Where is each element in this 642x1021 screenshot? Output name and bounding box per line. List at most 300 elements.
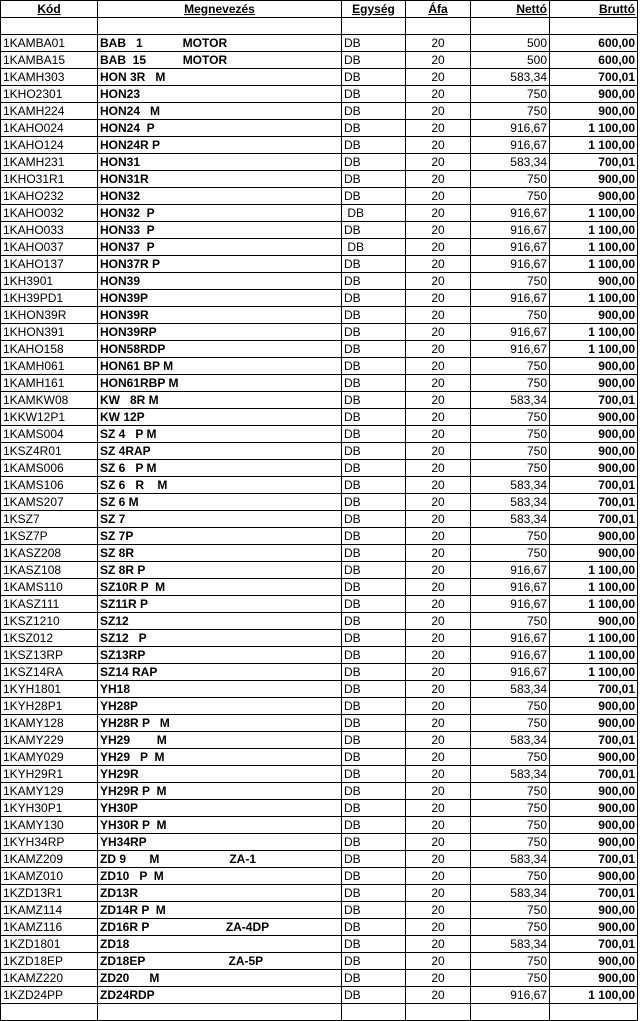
cell-netto: 916,67 (471, 630, 550, 647)
cell-kod: 1KSZ4R01 (1, 443, 98, 460)
cell-afa: 20 (406, 205, 471, 222)
cell-egyseg: DB (342, 766, 406, 783)
cell-afa: 20 (406, 698, 471, 715)
table-row (1, 409, 638, 426)
table-row (1, 732, 638, 749)
cell-name: HON33 P (98, 222, 342, 239)
cell-egyseg: DB (342, 732, 406, 749)
cell-kod: 1KAHO032 (1, 205, 98, 222)
cell-netto: 750 (471, 171, 550, 188)
table-row (1, 120, 638, 137)
cell-egyseg: DB (342, 664, 406, 681)
cell-brutto: 900,00 (550, 902, 638, 919)
table-row (1, 579, 638, 596)
header-row (1, 1, 638, 18)
table-row (1, 188, 638, 205)
cell-afa: 20 (406, 494, 471, 511)
cell-kod: 1KAMH231 (1, 154, 98, 171)
header-netto: Nettó (471, 1, 550, 18)
cell-afa: 20 (406, 919, 471, 936)
cell-kod: 1KAMZ114 (1, 902, 98, 919)
empty-cell (406, 1004, 471, 1021)
empty-row-bottom (1, 1004, 638, 1021)
header-kod: Kód (1, 1, 98, 18)
cell-netto: 916,67 (471, 647, 550, 664)
cell-afa: 20 (406, 392, 471, 409)
cell-brutto: 900,00 (550, 613, 638, 630)
cell-kod: 1KAHO137 (1, 256, 98, 273)
cell-afa: 20 (406, 783, 471, 800)
table-row (1, 392, 638, 409)
cell-afa: 20 (406, 715, 471, 732)
cell-kod: 1KAHO024 (1, 120, 98, 137)
cell-name: HON32 (98, 188, 342, 205)
table-row (1, 256, 638, 273)
cell-afa: 20 (406, 137, 471, 154)
cell-brutto: 1 100,00 (550, 664, 638, 681)
cell-kod: 1KYH1801 (1, 681, 98, 698)
cell-afa: 20 (406, 970, 471, 987)
cell-kod: 1KAMY128 (1, 715, 98, 732)
cell-name: HON23 (98, 86, 342, 103)
cell-afa: 20 (406, 120, 471, 137)
cell-kod: 1KHO2301 (1, 86, 98, 103)
cell-brutto: 900,00 (550, 715, 638, 732)
cell-netto: 583,34 (471, 494, 550, 511)
cell-afa: 20 (406, 868, 471, 885)
cell-netto: 583,34 (471, 885, 550, 902)
cell-kod: 1KZD24PP (1, 987, 98, 1004)
cell-name: YH30R P M (98, 817, 342, 834)
cell-name: SZ11R P (98, 596, 342, 613)
cell-netto: 916,67 (471, 222, 550, 239)
cell-netto: 750 (471, 817, 550, 834)
cell-afa: 20 (406, 987, 471, 1004)
cell-netto: 750 (471, 426, 550, 443)
table-row (1, 562, 638, 579)
table-row (1, 919, 638, 936)
cell-afa: 20 (406, 613, 471, 630)
cell-netto: 750 (471, 409, 550, 426)
table-row (1, 290, 638, 307)
cell-netto: 916,67 (471, 239, 550, 256)
cell-afa: 20 (406, 103, 471, 120)
cell-netto: 583,34 (471, 392, 550, 409)
cell-egyseg: DB (342, 800, 406, 817)
cell-netto: 750 (471, 273, 550, 290)
cell-egyseg: DB (342, 392, 406, 409)
cell-brutto: 900,00 (550, 358, 638, 375)
empty-cell (406, 18, 471, 35)
cell-name: SZ10R P M (98, 579, 342, 596)
cell-netto: 583,34 (471, 154, 550, 171)
table-row (1, 358, 638, 375)
cell-name: ZD24RDP (98, 987, 342, 1004)
cell-afa: 20 (406, 324, 471, 341)
table-row (1, 545, 638, 562)
cell-brutto: 900,00 (550, 528, 638, 545)
cell-brutto: 900,00 (550, 868, 638, 885)
cell-brutto: 1 100,00 (550, 341, 638, 358)
cell-brutto: 900,00 (550, 545, 638, 562)
cell-brutto: 900,00 (550, 443, 638, 460)
cell-afa: 20 (406, 86, 471, 103)
cell-kod: 1KH3901 (1, 273, 98, 290)
cell-afa: 20 (406, 358, 471, 375)
cell-afa: 20 (406, 630, 471, 647)
table-row (1, 970, 638, 987)
table-row (1, 766, 638, 783)
cell-brutto: 600,00 (550, 35, 638, 52)
cell-kod: 1KAHO124 (1, 137, 98, 154)
cell-kod: 1KHON391 (1, 324, 98, 341)
cell-name: HON32 P (98, 205, 342, 222)
cell-name: YH18 (98, 681, 342, 698)
cell-egyseg: DB (342, 188, 406, 205)
cell-egyseg: DB (342, 426, 406, 443)
cell-egyseg: DB (342, 851, 406, 868)
cell-netto: 583,34 (471, 732, 550, 749)
cell-egyseg: DB (342, 613, 406, 630)
cell-netto: 750 (471, 86, 550, 103)
header-brutto: Bruttó (550, 1, 638, 18)
cell-kod: 1KASZ208 (1, 545, 98, 562)
cell-brutto: 700,01 (550, 732, 638, 749)
cell-netto: 750 (471, 443, 550, 460)
cell-name: ZD16R P ZA-4DP (98, 919, 342, 936)
cell-brutto: 700,01 (550, 154, 638, 171)
cell-brutto: 1 100,00 (550, 987, 638, 1004)
cell-netto: 583,34 (471, 69, 550, 86)
table-row (1, 239, 638, 256)
cell-netto: 916,67 (471, 987, 550, 1004)
table-row (1, 664, 638, 681)
cell-egyseg: DB (342, 69, 406, 86)
cell-kod: 1KAHO158 (1, 341, 98, 358)
cell-netto: 750 (471, 970, 550, 987)
cell-brutto: 700,01 (550, 69, 638, 86)
table-row (1, 222, 638, 239)
cell-afa: 20 (406, 732, 471, 749)
cell-afa: 20 (406, 171, 471, 188)
cell-egyseg: DB (342, 341, 406, 358)
cell-netto: 916,67 (471, 324, 550, 341)
cell-netto: 916,67 (471, 290, 550, 307)
cell-netto: 583,34 (471, 477, 550, 494)
table-row (1, 630, 638, 647)
cell-netto: 916,67 (471, 256, 550, 273)
cell-name: SZ 4 P M (98, 426, 342, 443)
cell-brutto: 900,00 (550, 426, 638, 443)
cell-egyseg: DB (342, 256, 406, 273)
empty-cell (550, 1004, 638, 1021)
cell-afa: 20 (406, 936, 471, 953)
cell-netto: 750 (471, 698, 550, 715)
empty-cell (1, 18, 98, 35)
cell-kod: 1KSZ1210 (1, 613, 98, 630)
cell-name: YH28P (98, 698, 342, 715)
cell-egyseg: DB (342, 86, 406, 103)
empty-cell (98, 18, 342, 35)
table-row (1, 698, 638, 715)
cell-kod: 1KSZ13RP (1, 647, 98, 664)
cell-brutto: 1 100,00 (550, 290, 638, 307)
cell-kod: 1KAMKW08 (1, 392, 98, 409)
empty-row-top (1, 18, 638, 35)
cell-name: ZD10 P M (98, 868, 342, 885)
cell-afa: 20 (406, 528, 471, 545)
cell-name: YH29 M (98, 732, 342, 749)
empty-cell (471, 18, 550, 35)
cell-brutto: 900,00 (550, 817, 638, 834)
cell-afa: 20 (406, 69, 471, 86)
cell-brutto: 700,01 (550, 766, 638, 783)
cell-egyseg: DB (342, 902, 406, 919)
table-row (1, 528, 638, 545)
cell-afa: 20 (406, 409, 471, 426)
cell-name: HON39RP (98, 324, 342, 341)
cell-name: SZ12 (98, 613, 342, 630)
cell-egyseg: DB (342, 154, 406, 171)
cell-name: HON24 M (98, 103, 342, 120)
cell-name: SZ 6 R M (98, 477, 342, 494)
table-row (1, 647, 638, 664)
cell-brutto: 700,01 (550, 477, 638, 494)
cell-kod: 1KAMS004 (1, 426, 98, 443)
cell-name: HON24 P (98, 120, 342, 137)
table-row (1, 834, 638, 851)
cell-brutto: 900,00 (550, 273, 638, 290)
cell-egyseg: DB (342, 375, 406, 392)
cell-kod: 1KAMBA01 (1, 35, 98, 52)
cell-egyseg: DB (342, 171, 406, 188)
table-row (1, 171, 638, 188)
table-row (1, 137, 638, 154)
cell-brutto: 700,01 (550, 494, 638, 511)
cell-name: SZ 6 M (98, 494, 342, 511)
table-row (1, 460, 638, 477)
cell-egyseg: DB (342, 953, 406, 970)
cell-netto: 750 (471, 188, 550, 205)
cell-name: HON61 BP M (98, 358, 342, 375)
cell-kod: 1KAMH161 (1, 375, 98, 392)
cell-name: HON39P (98, 290, 342, 307)
cell-name: SZ 7 (98, 511, 342, 528)
cell-egyseg: DB (342, 273, 406, 290)
cell-egyseg: DB (342, 749, 406, 766)
table-row (1, 35, 638, 52)
empty-cell (550, 18, 638, 35)
cell-netto: 750 (471, 953, 550, 970)
cell-name: HON37R P (98, 256, 342, 273)
empty-cell (471, 1004, 550, 1021)
cell-kod: 1KAMBA15 (1, 52, 98, 69)
cell-egyseg: DB (342, 545, 406, 562)
cell-afa: 20 (406, 953, 471, 970)
cell-egyseg: DB (342, 52, 406, 69)
cell-netto: 750 (471, 868, 550, 885)
cell-egyseg: DB (342, 834, 406, 851)
cell-name: YH29R P M (98, 783, 342, 800)
cell-kod: 1KAMZ010 (1, 868, 98, 885)
table-row (1, 341, 638, 358)
cell-kod: 1KKW12P1 (1, 409, 98, 426)
cell-brutto: 1 100,00 (550, 579, 638, 596)
cell-egyseg: DB (342, 443, 406, 460)
table-row (1, 749, 638, 766)
cell-afa: 20 (406, 545, 471, 562)
cell-kod: 1KASZ108 (1, 562, 98, 579)
cell-egyseg: DB (342, 562, 406, 579)
cell-kod: 1KHO31R1 (1, 171, 98, 188)
cell-kod: 1KAMY129 (1, 783, 98, 800)
cell-netto: 750 (471, 834, 550, 851)
cell-netto: 750 (471, 307, 550, 324)
cell-brutto: 1 100,00 (550, 205, 638, 222)
cell-kod: 1KYH30P1 (1, 800, 98, 817)
cell-egyseg: DB (342, 715, 406, 732)
cell-kod: 1KASZ111 (1, 596, 98, 613)
cell-name: SZ 8R (98, 545, 342, 562)
empty-cell (342, 18, 406, 35)
cell-name: SZ13RP (98, 647, 342, 664)
cell-brutto: 900,00 (550, 171, 638, 188)
cell-name: YH29R (98, 766, 342, 783)
header-name: Megnevezés (98, 1, 342, 18)
table-row (1, 324, 638, 341)
cell-egyseg: DB (342, 987, 406, 1004)
cell-brutto: 900,00 (550, 409, 638, 426)
cell-brutto: 700,01 (550, 392, 638, 409)
empty-cell (1, 1004, 98, 1021)
cell-name: ZD20 M (98, 970, 342, 987)
cell-brutto: 700,01 (550, 511, 638, 528)
cell-brutto: 1 100,00 (550, 120, 638, 137)
cell-afa: 20 (406, 477, 471, 494)
cell-netto: 500 (471, 52, 550, 69)
cell-brutto: 900,00 (550, 749, 638, 766)
cell-egyseg: DB (342, 290, 406, 307)
header-afa: Áfa (406, 1, 471, 18)
cell-netto: 750 (471, 545, 550, 562)
cell-kod: 1KAMY130 (1, 817, 98, 834)
cell-kod: 1KAMS207 (1, 494, 98, 511)
cell-name: BAB 15 MOTOR (98, 52, 342, 69)
cell-kod: 1KZD18EP (1, 953, 98, 970)
cell-egyseg: DB (342, 596, 406, 613)
cell-name: BAB 1 MOTOR (98, 35, 342, 52)
table-row (1, 307, 638, 324)
cell-egyseg: DB (342, 205, 406, 222)
cell-egyseg: DB (342, 817, 406, 834)
cell-brutto: 700,01 (550, 681, 638, 698)
cell-netto: 916,67 (471, 664, 550, 681)
table-row (1, 596, 638, 613)
cell-egyseg: DB (342, 579, 406, 596)
cell-egyseg: DB (342, 358, 406, 375)
cell-name: HON37 P (98, 239, 342, 256)
cell-netto: 750 (471, 783, 550, 800)
cell-name: YH30P (98, 800, 342, 817)
cell-brutto: 900,00 (550, 307, 638, 324)
cell-brutto: 900,00 (550, 375, 638, 392)
cell-afa: 20 (406, 239, 471, 256)
cell-afa: 20 (406, 511, 471, 528)
cell-netto: 750 (471, 460, 550, 477)
cell-egyseg: DB (342, 698, 406, 715)
cell-brutto: 900,00 (550, 188, 638, 205)
table-row (1, 953, 638, 970)
cell-egyseg: DB (342, 324, 406, 341)
cell-brutto: 900,00 (550, 800, 638, 817)
cell-brutto: 900,00 (550, 919, 638, 936)
cell-netto: 583,34 (471, 936, 550, 953)
cell-brutto: 1 100,00 (550, 562, 638, 579)
cell-netto: 750 (471, 103, 550, 120)
cell-brutto: 1 100,00 (550, 596, 638, 613)
table-row (1, 987, 638, 1004)
cell-name: ZD14R P M (98, 902, 342, 919)
cell-egyseg: DB (342, 477, 406, 494)
cell-kod: 1KAMH061 (1, 358, 98, 375)
cell-name: HON24R P (98, 137, 342, 154)
cell-afa: 20 (406, 562, 471, 579)
cell-kod: 1KAMY229 (1, 732, 98, 749)
cell-netto: 500 (471, 35, 550, 52)
cell-egyseg: DB (342, 120, 406, 137)
cell-name: KW 12P (98, 409, 342, 426)
cell-netto: 916,67 (471, 120, 550, 137)
cell-kod: 1KAMZ116 (1, 919, 98, 936)
cell-name: SZ14 RAP (98, 664, 342, 681)
cell-name: SZ 6 P M (98, 460, 342, 477)
cell-afa: 20 (406, 647, 471, 664)
cell-brutto: 900,00 (550, 953, 638, 970)
cell-egyseg: DB (342, 307, 406, 324)
cell-kod: 1KSZ7P (1, 528, 98, 545)
cell-brutto: 600,00 (550, 52, 638, 69)
cell-brutto: 1 100,00 (550, 324, 638, 341)
cell-egyseg: DB (342, 222, 406, 239)
cell-name: ZD18EP ZA-5P (98, 953, 342, 970)
cell-name: ZD18 (98, 936, 342, 953)
table-row (1, 715, 638, 732)
cell-name: HON61RBP M (98, 375, 342, 392)
cell-brutto: 700,01 (550, 851, 638, 868)
cell-afa: 20 (406, 885, 471, 902)
cell-brutto: 900,00 (550, 834, 638, 851)
cell-afa: 20 (406, 52, 471, 69)
table-row (1, 205, 638, 222)
cell-name: SZ 7P (98, 528, 342, 545)
cell-afa: 20 (406, 460, 471, 477)
cell-kod: 1KAMZ209 (1, 851, 98, 868)
table-row (1, 477, 638, 494)
cell-netto: 750 (471, 902, 550, 919)
cell-netto: 750 (471, 613, 550, 630)
cell-afa: 20 (406, 749, 471, 766)
cell-name: HON58RDP (98, 341, 342, 358)
cell-netto: 750 (471, 800, 550, 817)
cell-netto: 916,67 (471, 137, 550, 154)
cell-afa: 20 (406, 902, 471, 919)
cell-afa: 20 (406, 154, 471, 171)
cell-netto: 916,67 (471, 579, 550, 596)
cell-afa: 20 (406, 307, 471, 324)
cell-kod: 1KAMZ220 (1, 970, 98, 987)
cell-kod: 1KAMS110 (1, 579, 98, 596)
cell-netto: 750 (471, 715, 550, 732)
